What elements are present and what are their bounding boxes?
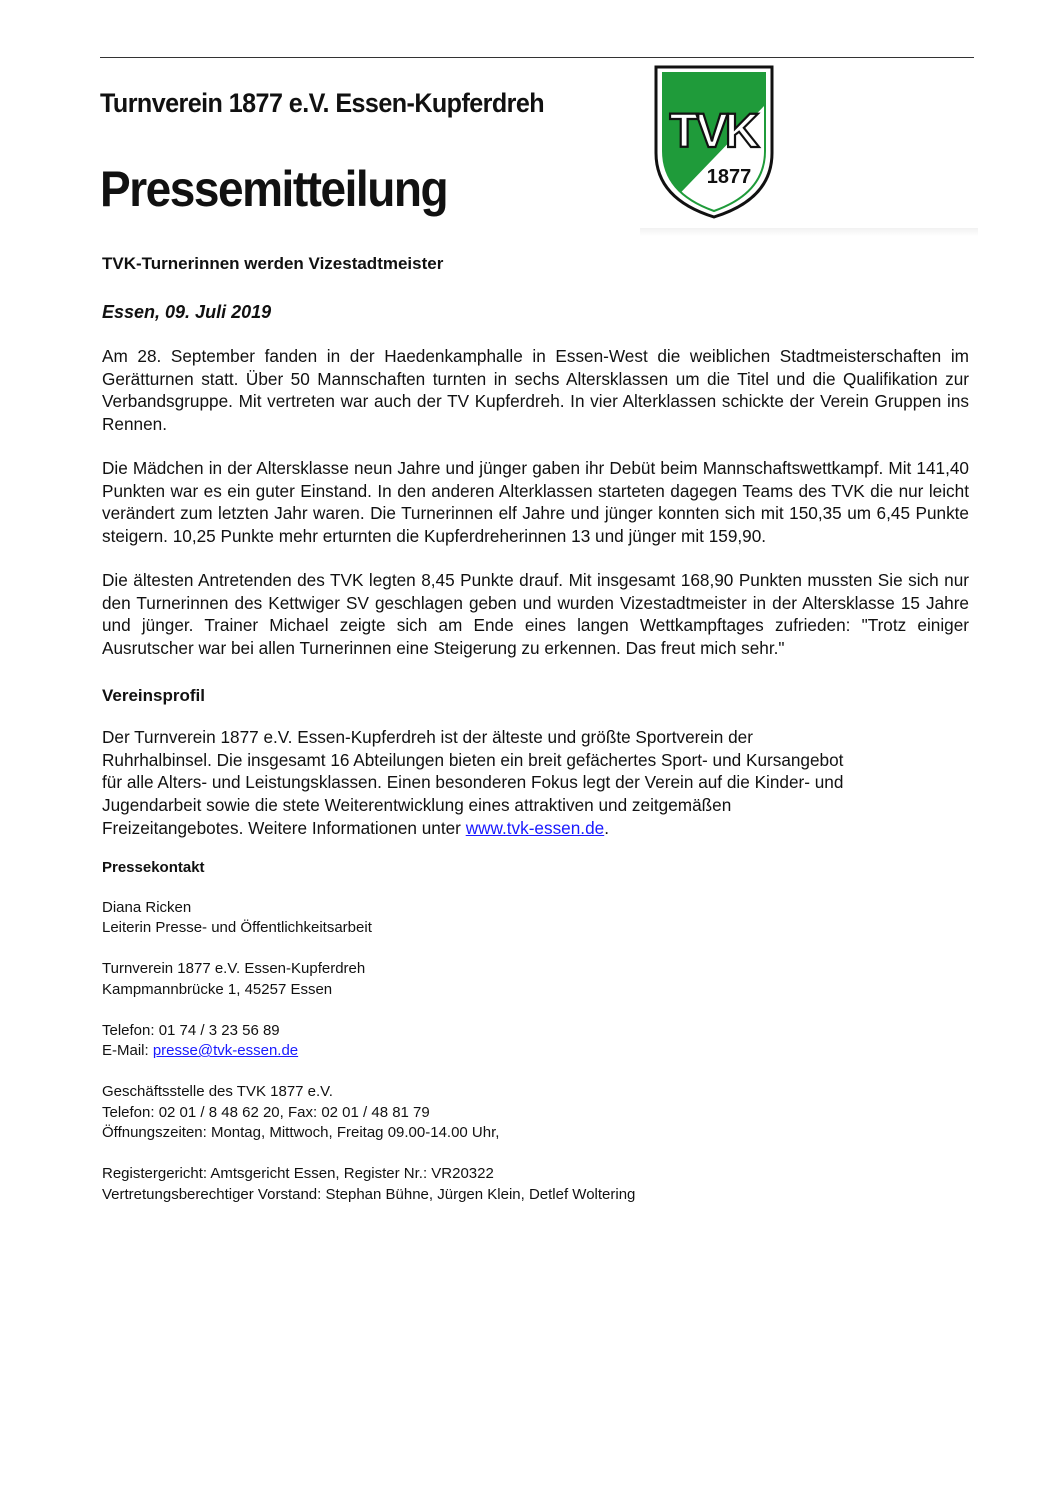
article-dateline: Essen, 09. Juli 2019 [102, 302, 272, 322]
contact-role: Leiterin Presse- und Öffentlichkeitsarbeit [102, 919, 372, 937]
contact-office [102, 1082, 969, 1144]
contact-title: Pressekontakt [102, 858, 205, 876]
contact-name: Diana Ricken [102, 898, 192, 916]
tvk-logo [653, 65, 775, 219]
profile-line-2: Ruhrhalbinsel. Die insgesamt 16 Abteilungen bieten ein breit gefächertes Sport- und Kursangebot [102, 749, 844, 770]
contact-email-line [102, 1041, 969, 1062]
profile-line-1: Der Turnverein 1877 e.V. Essen-Kupferdreh ist der älteste und größte Sportverein der [102, 727, 753, 747]
profile-line-5-end: . [604, 817, 609, 838]
board-info: Vertretungsberechtiger Vorstand: Stephan Bühne, Jürgen Klein, Detlef Woltering [102, 1185, 636, 1203]
main-content [102, 252, 969, 1205]
contact-org: Turnverein 1877 e.V. Essen-Kupferdreh [102, 960, 366, 978]
office-hours: Öffnungszeiten: Montag, Mittwoch, Freitag 09.00-14.00 Uhr, [102, 1124, 500, 1142]
contact-phone: Telefon: 01 74 / 3 23 56 89 [102, 1021, 280, 1039]
contact-phone-mail [102, 1021, 969, 1062]
document-title: Pressemitteilung [100, 161, 448, 217]
profile-title: Vereinsprofil [102, 686, 205, 705]
email-link[interactable]: presse@tvk-essen.de [152, 1042, 299, 1060]
article-headline: TVK-Turnerinnen werden Vizestadtmeister [102, 254, 444, 273]
profile-text [102, 726, 972, 840]
office-name: Geschäftsstelle des TVK 1877 e.V. [102, 1083, 333, 1101]
header-shadow [640, 228, 978, 236]
svg-text:1877: 1877 [706, 166, 752, 188]
profile-line-3: für alle Alters- und Leistungsklassen. Einen besonderen Fokus legt der Verein auf die Kinder- und [102, 772, 844, 793]
register-info: Registergericht: Amtsgericht Essen, Register Nr.: VR20322 [102, 1165, 494, 1183]
profile-line-5 [102, 817, 972, 840]
contact-person [102, 898, 969, 939]
contact-address [102, 959, 969, 1000]
website-link[interactable]: www.tvk-essen.de [465, 817, 605, 838]
org-name: Turnverein 1877 e.V. Essen-Kupferdreh [100, 88, 545, 118]
header-rule [100, 57, 974, 58]
contact-legal [102, 1164, 969, 1205]
office-phone: Telefon: 02 01 / 8 48 62 20, Fax: 02 01 / 48 81 79 [102, 1103, 430, 1121]
article-paragraph-1: Am 28. September fanden in der Haedenkamphalle in Essen-West die weiblichen Stadtmeisterschaften im Gerätturnen statt. Über 50 Mannschaften turnten in sechs Altersklassen um die Titel und die Qualifikation zur Verbandsgruppe. Mit vertreten war auch der TV Kupferdreh. In vier Alterklassen schickte der Verein Gruppen ins Rennen. [102, 346, 969, 434]
profile-line-5-text: Freizeitangebotes. Weitere Informationen unter [102, 817, 466, 838]
contact-email-label: E-Mail: [102, 1042, 153, 1060]
article-paragraph-2: Die Mädchen in der Altersklasse neun Jahre und jünger gaben ihr Debüt beim Mannschaftswettkampf. Mit 141,40 Punkten war es ein guter Einstand. In den anderen Alterklassen starteten dagegen Teams des TVK die nur leicht verändert zum letzten Jahr waren. Die Turnerinnen elf Jahre und jünger konnten sich mit 150,35 um 6,45 Punkte steigern. 10,25 Punkte mehr erturnten die Kupferdreherinnen 13 und jünger mit 159,90. [102, 458, 969, 546]
contact-street: Kampmannbrücke 1, 45257 Essen [102, 980, 333, 998]
article-paragraph-3: Die ältesten Antretenden des TVK legten 8,45 Punkte drauf. Mit insgesamt 168,90 Punkten mussten Sie sich nur den Turnerinnen des Kettwiger SV geschlagen geben und wurden Vizestadtmeister in der Altersklasse 15 Jahre und jünger. Trainer Michael zeigte sich am Ende eines langen Wettkampftages zufrieden: "Trotz einiger Ausrutscher war bei allen Turnerinnen eine Steigerung zu erkennen. Das freut mich sehr." [102, 570, 969, 658]
tvk-shield-icon [653, 65, 775, 219]
svg-text:TVK: TVK [669, 105, 757, 158]
profile-line-4: Jugendarbeit sowie die stete Weiterentwicklung eines attraktiven und zeitgemäßen [102, 795, 732, 816]
